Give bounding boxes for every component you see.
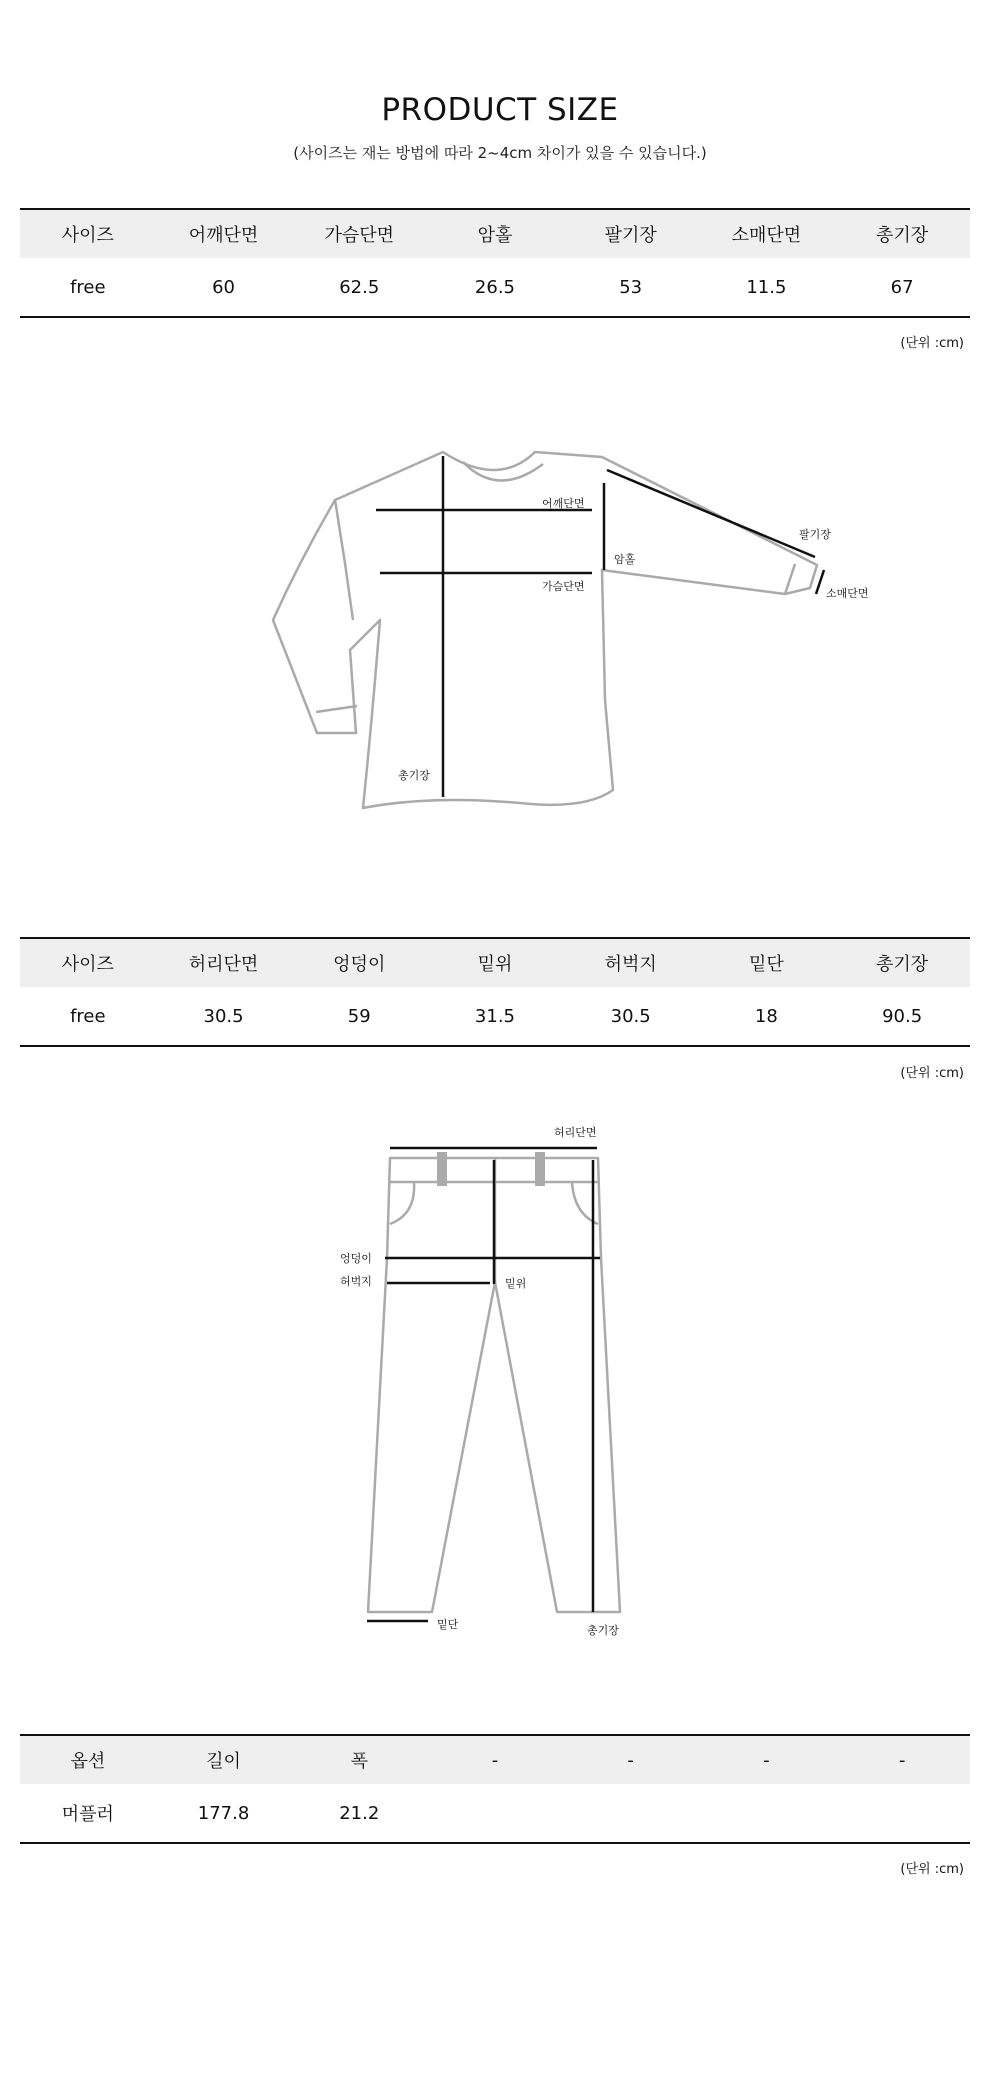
- table-cell: [427, 1784, 563, 1843]
- table-cell: 62.5: [291, 258, 427, 317]
- table-cell: 머플러: [20, 1784, 156, 1843]
- column-header: 총기장: [834, 938, 970, 987]
- table-header-row: [20, 1735, 970, 1784]
- column-header: 길이: [156, 1735, 292, 1784]
- table-cell: 31.5: [427, 987, 563, 1046]
- table-cell: 18: [699, 987, 835, 1046]
- column-header: 허리단면: [156, 938, 292, 987]
- table-cell: 90.5: [834, 987, 970, 1046]
- table-cell: 21.2: [291, 1784, 427, 1843]
- table-cell: 67: [834, 258, 970, 317]
- hip-label: 엉덩이: [340, 1252, 372, 1265]
- column-header: 가슴단면: [291, 209, 427, 258]
- sleeve-length-label: 팔기장: [799, 528, 831, 541]
- table-cell: free: [20, 987, 156, 1046]
- chest-label: 가슴단면: [542, 580, 585, 593]
- column-header: -: [563, 1735, 699, 1784]
- rise-label: 밑위: [505, 1277, 527, 1290]
- column-header: 밑단: [699, 938, 835, 987]
- table-cell: 59: [291, 987, 427, 1046]
- option-table: [20, 1734, 970, 1844]
- table-cell: 177.8: [156, 1784, 292, 1843]
- unit-label: (단위 :cm): [900, 1862, 964, 1877]
- column-header: -: [699, 1735, 835, 1784]
- table-cell: 30.5: [156, 987, 292, 1046]
- hem-label: 밑단: [437, 1618, 459, 1631]
- pants-measure-lines: [367, 1148, 600, 1621]
- column-header: 총기장: [834, 209, 970, 258]
- table-row: [20, 1784, 970, 1843]
- column-header: 팔기장: [563, 209, 699, 258]
- table-cell: free: [20, 258, 156, 317]
- waist-label: 허리단면: [554, 1126, 597, 1139]
- column-header: 허벅지: [563, 938, 699, 987]
- armhole-label: 암홀: [614, 553, 636, 566]
- total-length-label: 총기장: [398, 769, 430, 782]
- column-header: 암홀: [427, 209, 563, 258]
- column-header: -: [834, 1735, 970, 1784]
- thigh-label: 허벅지: [340, 1275, 372, 1288]
- column-header: 옵션: [20, 1735, 156, 1784]
- table-cell: 26.5: [427, 258, 563, 317]
- column-header: 사이즈: [20, 938, 156, 987]
- total-length-label: 총기장: [587, 1624, 619, 1637]
- table-cell: [563, 1784, 699, 1843]
- table-cell: 30.5: [563, 987, 699, 1046]
- column-header: 소매단면: [699, 209, 835, 258]
- table-cell: 11.5: [699, 258, 835, 317]
- table-cell: [699, 1784, 835, 1843]
- unit-label: (단위 :cm): [900, 336, 964, 351]
- table-cell: 60: [156, 258, 292, 317]
- unit-label: (단위 :cm): [900, 1066, 964, 1081]
- column-header: 엉덩이: [291, 938, 427, 987]
- column-header: 사이즈: [20, 209, 156, 258]
- shoulder-label: 어깨단면: [542, 497, 585, 510]
- column-header: 밑위: [427, 938, 563, 987]
- column-header: 폭: [291, 1735, 427, 1784]
- sleeve-width-label: 소매단면: [826, 587, 869, 600]
- measurement-note: (사이즈는 재는 방법에 따라 2~4cm 차이가 있을 수 있습니다.): [293, 144, 707, 162]
- column-header: -: [427, 1735, 563, 1784]
- column-header: 어깨단면: [156, 209, 292, 258]
- table-cell: [834, 1784, 970, 1843]
- page-title: PRODUCT SIZE: [381, 92, 619, 128]
- table-cell: 53: [563, 258, 699, 317]
